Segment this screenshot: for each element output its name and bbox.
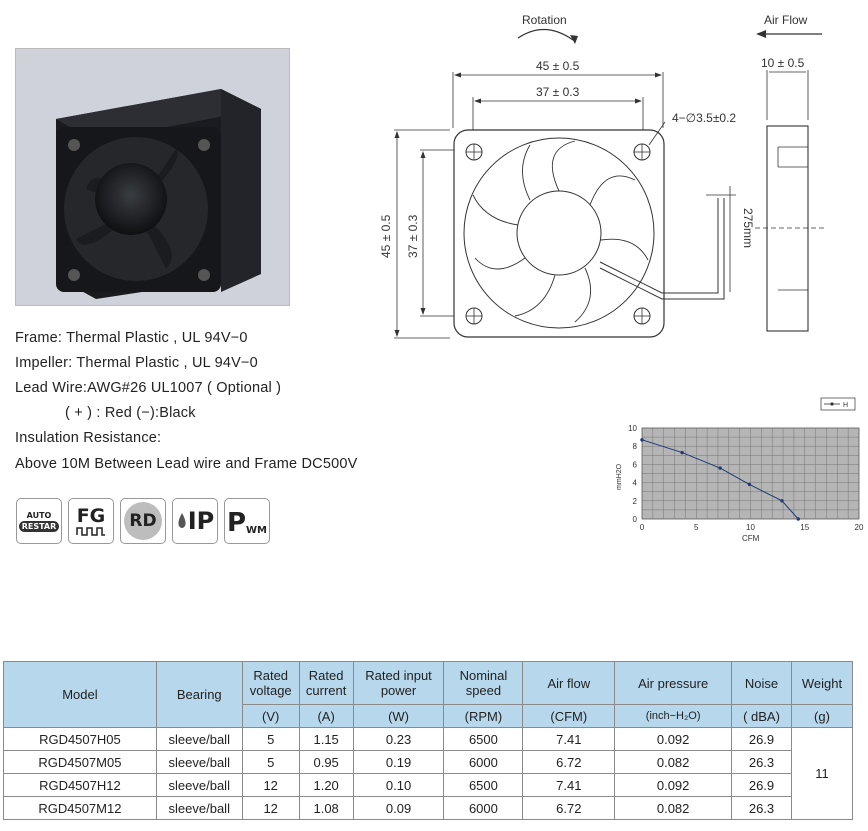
- unit-current: (A): [299, 705, 353, 728]
- cell-noise: 26.3: [732, 751, 792, 774]
- ip-label: IP: [187, 507, 215, 535]
- width-outer-dim: 45 ± 0.5: [536, 59, 580, 73]
- unit-air-pressure: (inch−H₂O): [615, 705, 732, 728]
- spec-table: [3, 661, 853, 820]
- y-axis-label: mmH2O: [616, 463, 623, 490]
- cell-model: RGD4507H05: [4, 728, 157, 751]
- unit-air-flow: (CFM): [523, 705, 615, 728]
- unit-noise: ( dBA): [732, 705, 792, 728]
- width-inner-dim: 37 ± 0.3: [536, 85, 580, 99]
- mounting-holes-dim: 4−∅3.5±0.2: [672, 111, 737, 125]
- cell-bearing: sleeve/ball: [156, 774, 242, 797]
- auto-restart-badge: [16, 498, 62, 544]
- cell-current: 0.95: [299, 751, 353, 774]
- cell-model: RGD4507M12: [4, 797, 157, 820]
- cell-air-flow: 6.72: [523, 797, 615, 820]
- cell-air-flow: 7.41: [523, 774, 615, 797]
- y-tick-label: 8: [632, 442, 637, 452]
- cell-noise: 26.9: [732, 774, 792, 797]
- dimension-drawing: [370, 0, 868, 345]
- data-point: [680, 451, 683, 454]
- cell-air-flow: 7.41: [523, 728, 615, 751]
- insulation-title: Insulation Resistance:: [15, 430, 162, 446]
- unit-power: (W): [353, 705, 444, 728]
- cell-bearing: sleeve/ball: [156, 797, 242, 820]
- fg-badge: [68, 498, 114, 544]
- frame-spec: Frame: Thermal Plastic , UL 94V−0: [15, 330, 248, 346]
- y-tick-label: 0: [632, 515, 637, 524]
- table-row: [4, 774, 853, 797]
- cell-weight: 11: [791, 728, 852, 820]
- pq-chart: [600, 395, 868, 555]
- fan-front-outline: [454, 130, 664, 337]
- ip-badge: [172, 498, 218, 544]
- impeller-spec: Impeller: Thermal Plastic , UL 94V−0: [15, 355, 258, 371]
- header-input-power: Rated input power: [353, 662, 444, 705]
- x-axis-label: CFM: [742, 534, 760, 543]
- cell-bearing: sleeve/ball: [156, 751, 242, 774]
- cell-voltage: 5: [242, 751, 299, 774]
- y-tick-label: 6: [632, 460, 637, 470]
- table-row: [4, 751, 853, 774]
- header-air-flow: Air flow: [523, 662, 615, 705]
- rd-badge: [120, 498, 166, 544]
- header-rated-voltage: Rated voltage: [242, 662, 299, 705]
- y-tick-label: 10: [628, 424, 637, 433]
- y-tick-label: 4: [632, 478, 637, 488]
- cell-model: RGD4507H12: [4, 774, 157, 797]
- water-drop-icon: [176, 511, 188, 531]
- cell-current: 1.15: [299, 728, 353, 751]
- pwm-wm-label: WM: [246, 525, 268, 536]
- cell-voltage: 12: [242, 774, 299, 797]
- unit-weight: (g): [791, 705, 852, 728]
- cell-air-pressure: 0.082: [615, 751, 732, 774]
- feature-badges: [16, 498, 270, 544]
- fan-photo: [15, 48, 290, 306]
- lead-length-dim: 275mm: [741, 208, 755, 249]
- data-point: [748, 483, 751, 486]
- data-point: [718, 466, 721, 469]
- cell-power: 0.23: [353, 728, 444, 751]
- cell-air-pressure: 0.092: [615, 728, 732, 751]
- header-weight: Weight: [791, 662, 852, 705]
- data-point: [797, 517, 800, 520]
- rd-label: RD: [124, 502, 162, 540]
- header-nominal-speed: Nominal speed: [444, 662, 523, 705]
- auto-label: AUTO: [26, 511, 52, 520]
- cell-air-flow: 6.72: [523, 751, 615, 774]
- cell-speed: 6500: [444, 728, 523, 751]
- fan-side-outline: [767, 126, 808, 331]
- x-tick-label: 10: [746, 523, 755, 532]
- x-tick-label: 20: [854, 523, 864, 532]
- pwm-badge: [224, 498, 270, 544]
- cell-speed: 6000: [444, 751, 523, 774]
- y-tick-label: 2: [632, 496, 637, 506]
- cell-air-pressure: 0.082: [615, 797, 732, 820]
- fg-label: FG: [76, 504, 106, 527]
- height-outer-dim: 45 ± 0.5: [379, 214, 393, 258]
- cell-noise: 26.3: [732, 797, 792, 820]
- header-rated-current: Rated current: [299, 662, 353, 705]
- cell-bearing: sleeve/ball: [156, 728, 242, 751]
- unit-speed: (RPM): [444, 705, 523, 728]
- cell-air-pressure: 0.092: [615, 774, 732, 797]
- x-tick-label: 15: [800, 523, 810, 532]
- cell-current: 1.20: [299, 774, 353, 797]
- legend-label: H: [843, 402, 849, 409]
- polarity-spec: ( + ) : Red (−):Black: [65, 405, 196, 421]
- header-air-pressure: Air pressure: [615, 662, 732, 705]
- header-noise: Noise: [732, 662, 792, 705]
- data-point: [780, 499, 783, 502]
- rotation-label: Rotation: [522, 13, 567, 27]
- cell-noise: 26.9: [732, 728, 792, 751]
- cell-voltage: 12: [242, 797, 299, 820]
- cell-model: RGD4507M05: [4, 751, 157, 774]
- depth-dim: 10 ± 0.5: [761, 56, 805, 70]
- cell-speed: 6000: [444, 797, 523, 820]
- air-flow-label: Air Flow: [764, 13, 808, 27]
- square-wave-icon: [76, 526, 106, 536]
- cell-current: 1.08: [299, 797, 353, 820]
- table-row: [4, 797, 853, 820]
- header-model: Model: [4, 662, 157, 728]
- table-row: [4, 728, 853, 751]
- rotation-arrow-icon: [518, 29, 573, 40]
- insulation-value: Above 10M Between Lead wire and Frame DC500V: [15, 456, 358, 472]
- pwm-p-label: P: [226, 508, 247, 538]
- unit-voltage: (V): [242, 705, 299, 728]
- cell-power: 0.19: [353, 751, 444, 774]
- x-tick-label: 5: [694, 523, 699, 532]
- cell-speed: 6500: [444, 774, 523, 797]
- height-inner-dim: 37 ± 0.3: [406, 214, 420, 258]
- cell-voltage: 5: [242, 728, 299, 751]
- cell-power: 0.09: [353, 797, 444, 820]
- x-tick-label: 0: [639, 523, 645, 532]
- cell-power: 0.10: [353, 774, 444, 797]
- data-point: [640, 438, 643, 441]
- restart-label: RESTAR: [19, 521, 60, 532]
- header-bearing: Bearing: [156, 662, 242, 728]
- lead-wire-spec: Lead Wire:AWG#26 UL1007 ( Optional ): [15, 380, 282, 396]
